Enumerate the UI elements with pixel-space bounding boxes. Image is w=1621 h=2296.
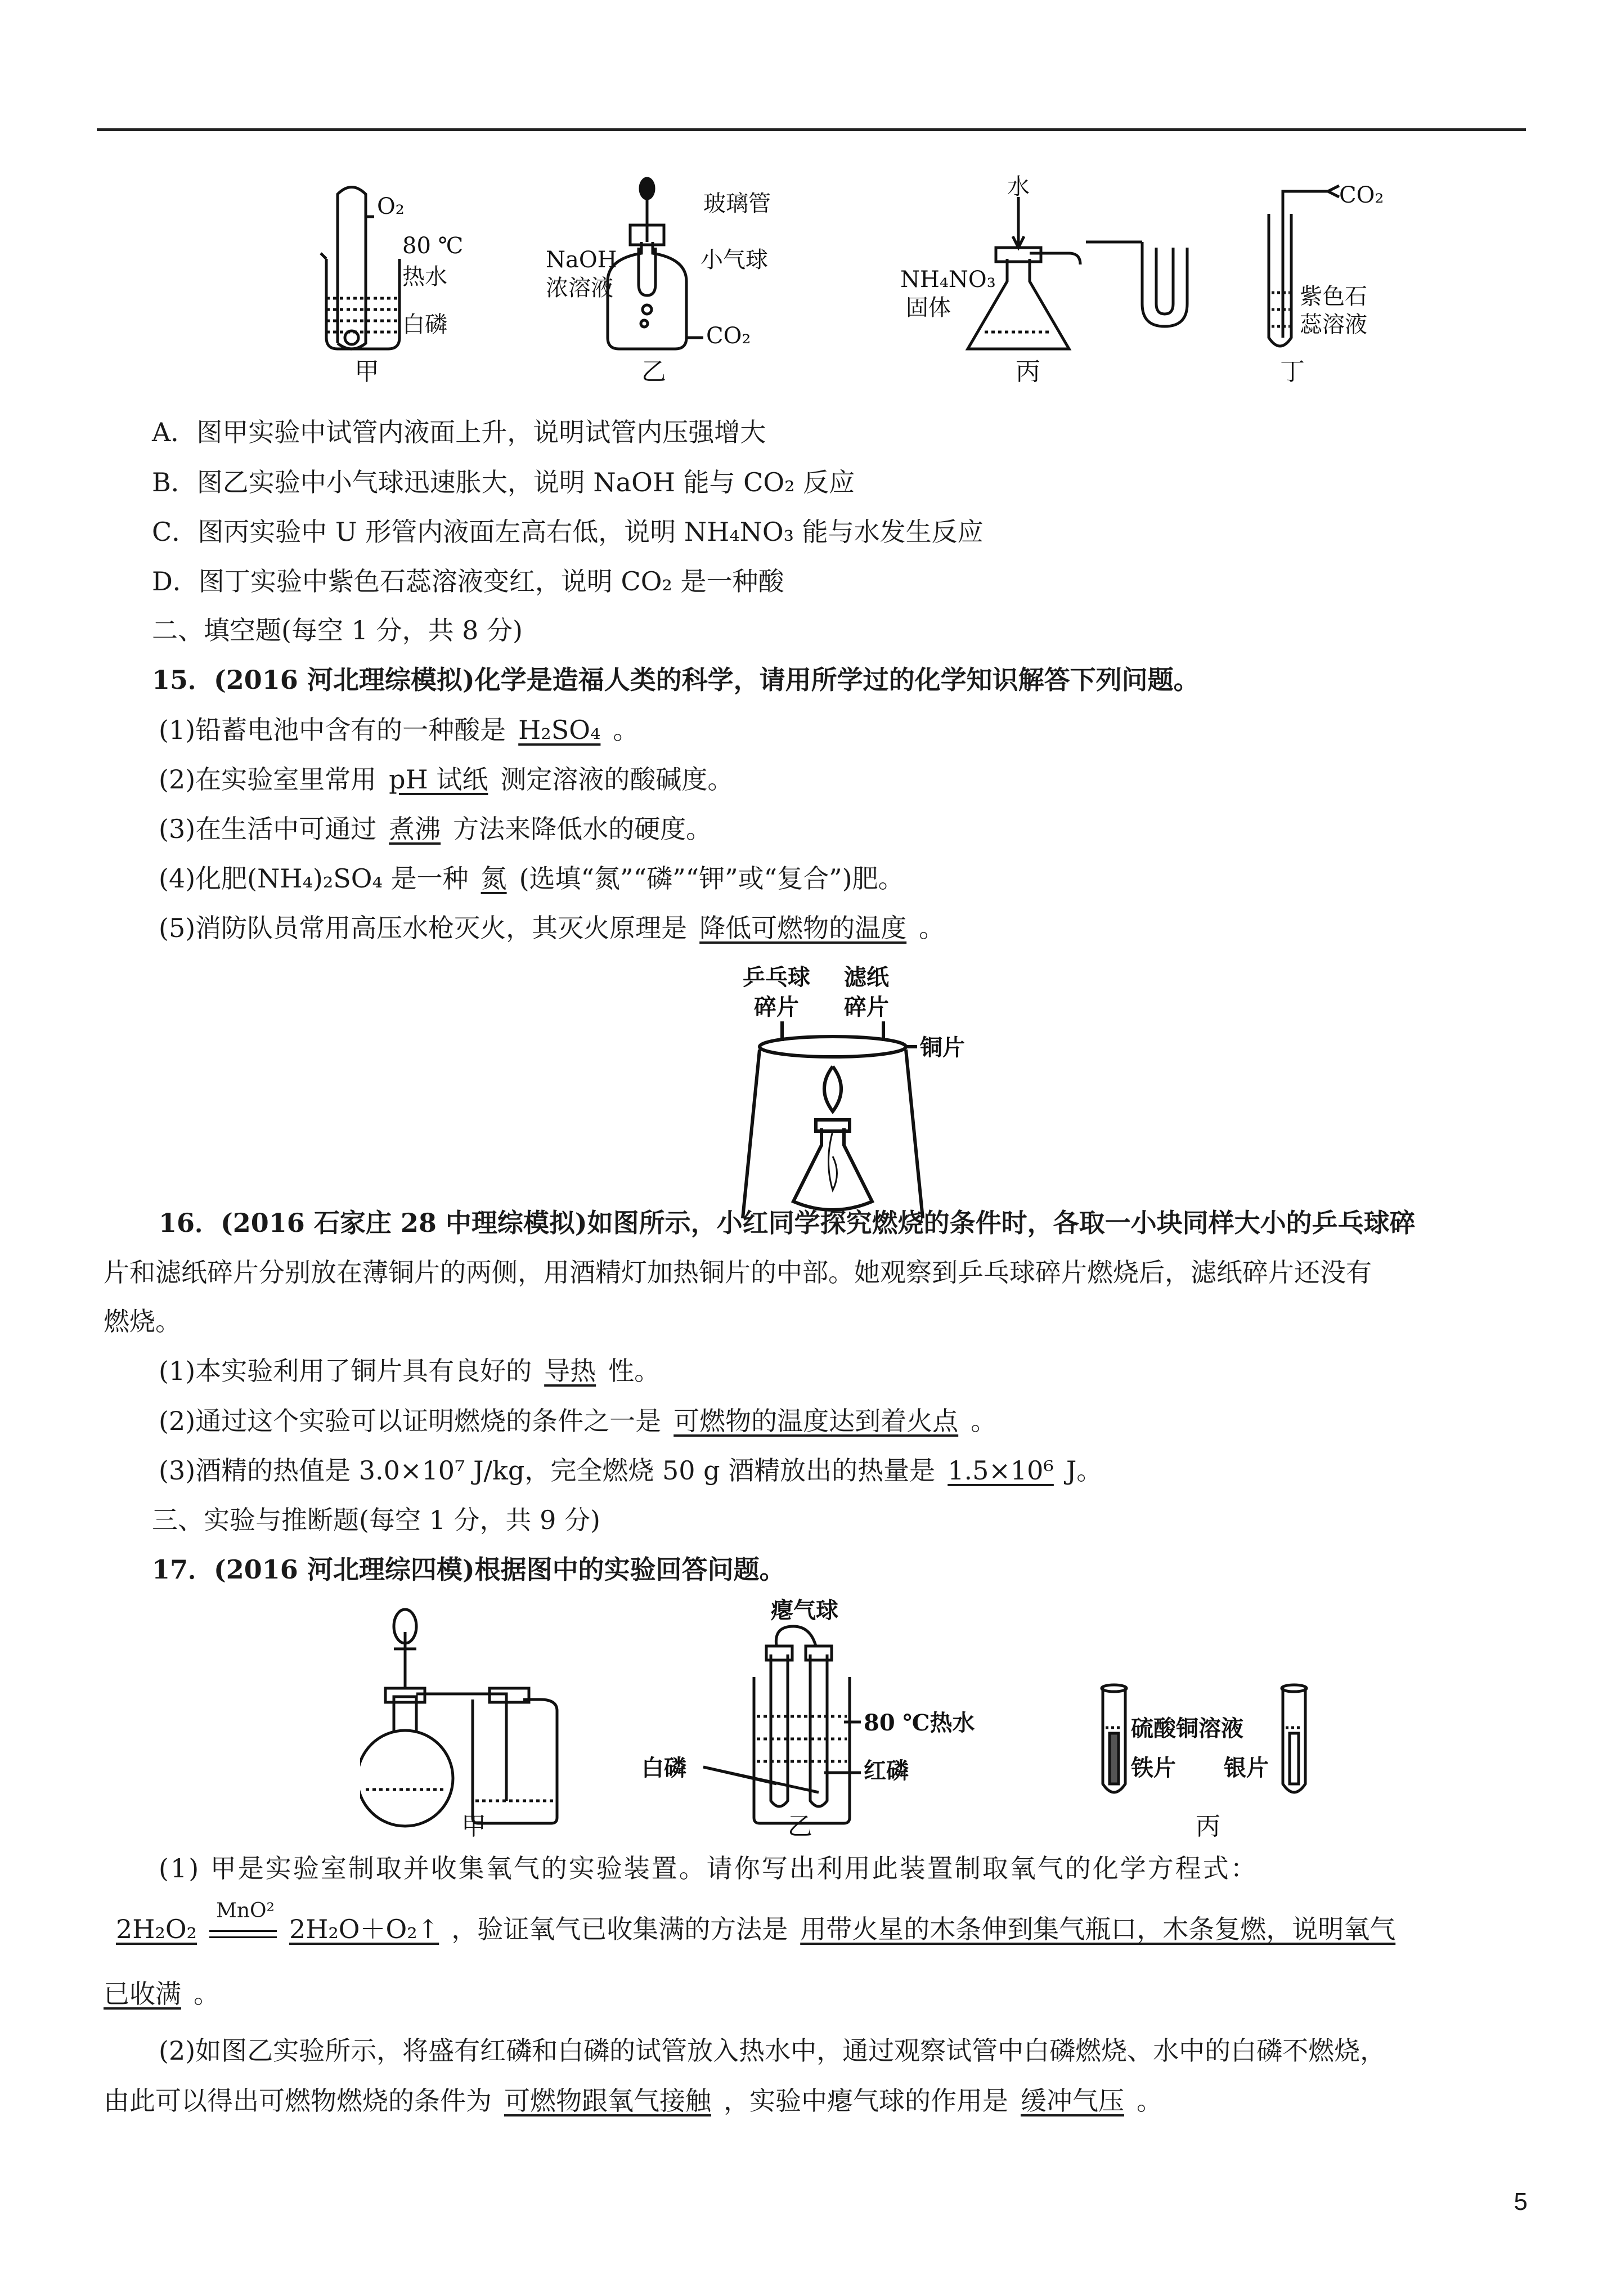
b-bing-cuso4: 硫酸铜溶液 [1131, 1715, 1243, 1742]
q16-p3-prefix: (3)酒精的热值是 3.0×10⁷ J/kg，完全燃烧 50 g 酒精放出的热量是 [159, 1455, 936, 1486]
q17-p2-end: 。 [1137, 2086, 1162, 2116]
q17-p1-answer-1: 用带火星的木条伸到集气瓶口，木条复燃，说明氧气 [800, 1914, 1396, 1944]
q17-eq-left: 2H₂O₂ [116, 1914, 197, 1944]
q15-p4-suffix: (选填“氮”“磷”“钾”或“复合”)肥。 [519, 863, 904, 894]
option-a: A．图甲实验中试管内液面上升，说明试管内压强增大 [152, 417, 766, 447]
q15-p3-answer: 煮沸 [389, 814, 441, 844]
q15-p4-prefix: (4)化肥(NH₄)₂SO₄ 是一种 [159, 863, 469, 894]
q17-part-1-line-1: (1) 甲是实验室制取并收集氧气的实验装置。请你写出利用此装置制取氧气的化学方程式： [159, 1853, 1258, 1884]
q17-p1-answer-2: 已收满 [104, 1979, 181, 2009]
ding-co2: CO₂ [1339, 182, 1384, 208]
q17-eq-catalyst: MnO² [215, 1899, 275, 1922]
q15-part-3 [159, 812, 712, 846]
q17-stem: 17．(2016 河北理综四模)根据图中的实验回答问题。 [152, 1554, 785, 1585]
b-bing-caption: 丙 [1196, 1812, 1220, 1840]
option-b: B．图乙实验中小气球迅速胀大，说明 NaOH 能与 CO₂ 反应 [152, 467, 855, 497]
yi-caption: 乙 [641, 357, 666, 386]
q16-part-1 [159, 1354, 660, 1388]
q17-eq-right: 2H₂O＋O₂↑ [289, 1914, 439, 1944]
q16-p2-answer: 可燃物的温度达到着火点 [673, 1406, 959, 1436]
q16-p1-answer: 导热 [544, 1356, 596, 1386]
q15-p2-prefix: (2)在实验室里常用 [159, 764, 377, 795]
q15-part-2 [159, 763, 733, 796]
section-3-heading: 三、实验与推断题(每空 1 分，共 9 分) [152, 1505, 600, 1535]
q17-part-1-line-3 [104, 1977, 219, 2011]
q16-p1-prefix: (1)本实验利用了铜片具有良好的 [159, 1356, 532, 1386]
mid-pingpong-2: 碎片 [754, 994, 799, 1020]
q15-p3-suffix: 方法来降低水的硬度。 [453, 814, 712, 844]
mid-filter-2: 碎片 [844, 994, 889, 1020]
q15-stem: 15．(2016 河北理综模拟)化学是造福人类的科学，请用所学过的化学知识解答下列问题。 [152, 665, 1200, 695]
q15-p2-answer: pH 试纸 [389, 764, 488, 795]
yi-tube: 玻璃管 [703, 191, 771, 217]
q17-p2-mid: ，实验中瘪气球的作用是 [724, 2086, 1008, 2116]
q17-p1-mid: ，验证氧气已收集满的方法是 [451, 1914, 788, 1944]
q17-p2-answer-1: 可燃物跟氧气接触 [504, 2086, 711, 2116]
mid-filter-1: 滤纸 [844, 964, 889, 990]
ding-caption: 丁 [1280, 357, 1305, 386]
q16-stem-1: 16．(2016 石家庄 28 中理综模拟)如图所示，小红同学探究燃烧的条件时，各取一小块同样大小的乒乓球碎 [159, 1208, 1416, 1238]
yi-co2: CO₂ [706, 323, 751, 349]
b-yi-hotwater: 80 ℃热水 [864, 1710, 975, 1736]
q16-part-3 [159, 1454, 1102, 1487]
b-bing-silver: 银片 [1224, 1755, 1269, 1781]
q15-p3-prefix: (3)在生活中可通过 [159, 814, 377, 844]
q15-p5-prefix: (5)消防队员常用高压水枪灭火，其灭火原理是 [159, 913, 688, 943]
yi-naoh-1: NaOH [546, 247, 617, 273]
q15-p1-prefix: (1)铅蓄电池中含有的一种酸是 [159, 715, 506, 745]
bing-water: 水 [1007, 174, 1030, 200]
figure-b-jia [360, 1609, 557, 1826]
q15-p4-answer: 氮 [481, 863, 507, 894]
q17-eq-sign [209, 1930, 277, 1938]
q15-part-1 [159, 713, 639, 747]
mid-pingpong-1: 乒乓球 [743, 964, 810, 990]
q17-part-2-line-2 [104, 2084, 1162, 2118]
b-yi-white-p: 白磷 [641, 1755, 686, 1781]
q15-p5-suffix: 。 [919, 913, 945, 943]
q15-part-5 [159, 911, 945, 945]
q17-p2-prefix: 由此可以得出可燃物燃烧的条件为 [104, 2086, 492, 2116]
q15-part-4 [159, 862, 904, 895]
q17-p2-answer-2: 缓冲气压 [1021, 2086, 1124, 2116]
ding-litmus-2: 蕊溶液 [1300, 312, 1367, 338]
q16-stem-2: 片和滤纸碎片分别放在薄铜片的两侧，用酒精灯加热铜片的中部。她观察到乒乓球碎片燃烧后，滤纸碎片还没有 [104, 1257, 1372, 1288]
bing-solid: 固体 [906, 295, 951, 321]
yi-balloon: 小气球 [701, 247, 768, 273]
figure-bing [968, 197, 1187, 349]
q17-part-2-line-1: (2)如图乙实验所示，将盛有红磷和白磷的试管放入热水中，通过观察试管中白磷燃烧、水中的白磷不燃烧， [159, 2035, 1386, 2066]
q16-p3-suffix: J。 [1066, 1455, 1103, 1486]
bing-nh4no3: NH₄NO₃ [900, 267, 996, 293]
section-2-heading: 二、填空题(每空 1 分，共 8 分) [152, 615, 523, 645]
q16-part-2 [159, 1404, 996, 1438]
jia-o2: O₂ [377, 194, 405, 219]
b-bing-iron: 铁片 [1131, 1755, 1176, 1781]
ding-litmus-1: 紫色石 [1300, 284, 1367, 310]
b-jia-caption: 甲 [461, 1812, 486, 1840]
jia-water: 热水 [402, 264, 447, 290]
jia-temp: 80 ℃ [402, 233, 464, 259]
bing-caption: 丙 [1016, 357, 1040, 386]
option-d: D．图丁实验中紫色石蕊溶液变红，说明 CO₂ 是一种酸 [152, 566, 784, 597]
q16-stem-3: 燃烧。 [104, 1306, 181, 1337]
b-yi-red-p: 红磷 [864, 1757, 909, 1784]
b-yi-balloon: 瘪气球 [771, 1598, 838, 1624]
figure-copper-plate [731, 959, 985, 1235]
jia-phosphorus: 白磷 [402, 312, 447, 338]
figure-top-row [270, 169, 1452, 394]
q16-p1-suffix: 性。 [608, 1356, 661, 1386]
q15-p2-suffix: 测定溶液的酸碱度。 [500, 764, 734, 795]
q17-part-1-line-2 [104, 1899, 1408, 1946]
q15-p1-answer: H₂SO₄ [518, 715, 601, 745]
q16-p2-prefix: (2)通过这个实验可以证明燃烧的条件之一是 [159, 1406, 662, 1436]
b-yi-caption: 乙 [788, 1812, 812, 1840]
figure-bottom-row [360, 1598, 1429, 1840]
page-number: 5 [1514, 2188, 1528, 2216]
q15-p5-answer: 降低可燃物的温度 [699, 913, 907, 943]
yi-naoh-2: 浓溶液 [546, 275, 613, 301]
q17-eq-arrow [209, 1899, 277, 1938]
option-c: C．图丙实验中 U 形管内液面左高右低，说明 NH₄NO₃ 能与水发生反应 [152, 517, 984, 547]
mid-copper: 铜片 [920, 1034, 965, 1061]
q15-p1-suffix: 。 [613, 715, 639, 745]
q16-p2-suffix: 。 [971, 1406, 997, 1436]
q16-p3-answer: 1.5×10⁶ [948, 1455, 1054, 1486]
jia-caption: 甲 [354, 357, 379, 386]
q17-p1-end: 。 [194, 1979, 219, 2009]
header-rule [97, 128, 1526, 131]
figure-yi [608, 178, 703, 349]
figure-b-yi [703, 1626, 861, 1823]
